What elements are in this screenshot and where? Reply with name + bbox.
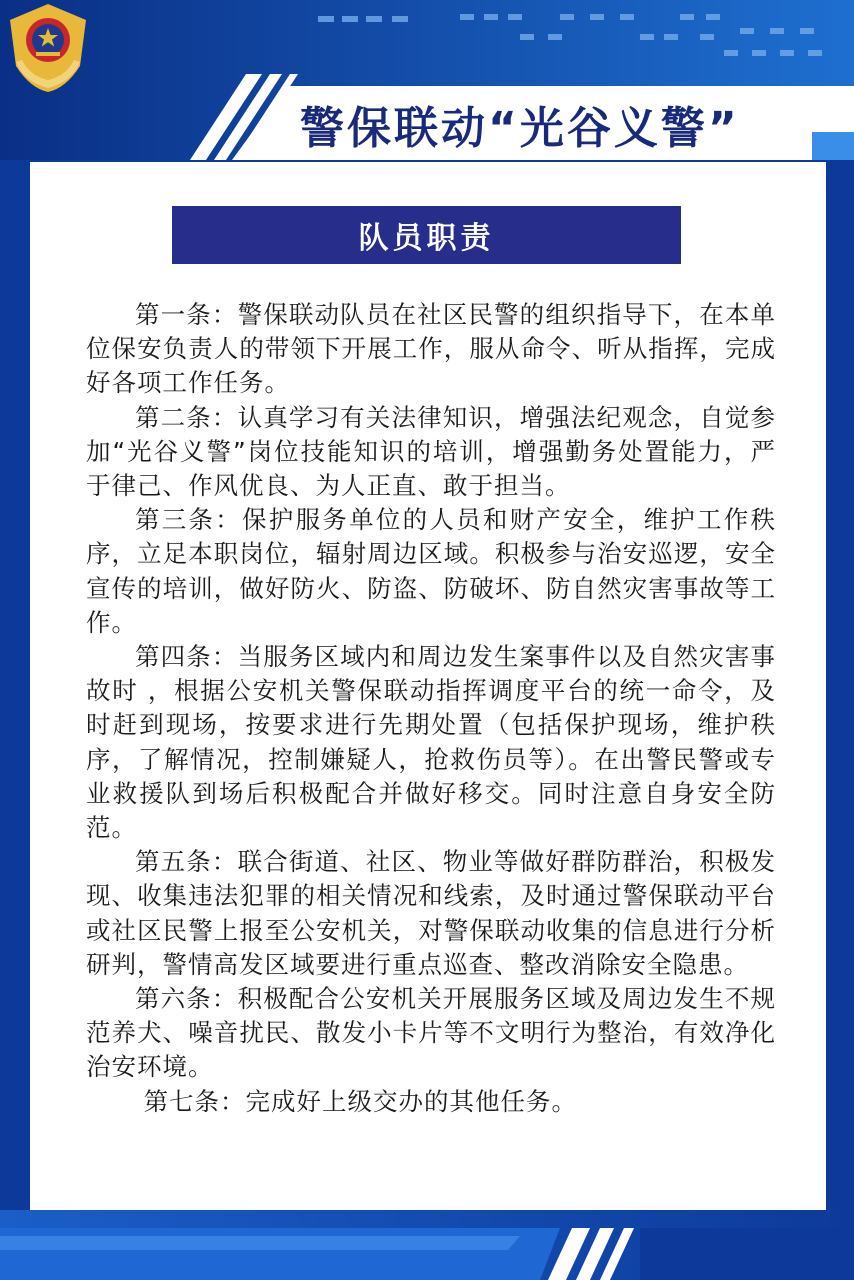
- duties-text: [86, 298, 776, 1119]
- article-2: 第二条：认真学习有关法律知识，增强法纪观念，自觉参加“光谷义警”岗位技能知识的培训，增强勤务处置能力，严于律己、作风优良、为人正直、敢于担当。: [86, 402, 776, 501]
- police-emblem-icon: [0, 0, 96, 96]
- article-6: 第六条：积极配合公安机关开展服务区域及周边发生不规范养犬、噪音扰民、散发小卡片等不文明行为整治，有效净化治安环境。: [86, 984, 776, 1082]
- article-5: 第五条：联合街道、社区、物业等做好群防群治，积极发现、收集违法犯罪的相关情况和线索，及时通过警保联动平台或社区民警上报至公安机关，对警保联动收集的信息进行分析研判，警情高发区域要进行重点巡查、整改消除安全隐患。: [86, 847, 776, 979]
- footer-band: [0, 1210, 854, 1280]
- footer-decoration: [0, 1210, 854, 1280]
- main-title: 警保联动“光谷义警”: [300, 103, 740, 154]
- article-4: 第四条：当服务区域内和周边发生案事件以及自然灾害事故时 ，根据公安机关警保联动指挥调度平台的统一命令，及时赶到现场，按要求进行先期处置（包括保护现场，维护秩序，了解情况，控制嫌疑人，抢救伤员等）。在出警民警或专业救援队到场后积极配合并做好移交。同时注意自身安全防范。: [86, 642, 776, 843]
- header-band: [0, 0, 854, 160]
- article-3: 第三条：保护服务单位的人员和财产安全，维护工作秩序，立足本职岗位，辐射周边区域。积极参与治安巡逻，安全宣传的培训，做好防火、防盗、防破坏、防自然灾害事故等工作。: [86, 505, 776, 637]
- article-1: 第一条：警保联动队员在社区民警的组织指导下，在本单位保安负责人的带领下开展工作，服从命令、听从指挥，完成好各项工作任务。: [86, 300, 776, 398]
- section-title: 队员职责: [172, 206, 681, 264]
- article-7: 第七条：完成好上级交办的其他任务。: [143, 1086, 578, 1116]
